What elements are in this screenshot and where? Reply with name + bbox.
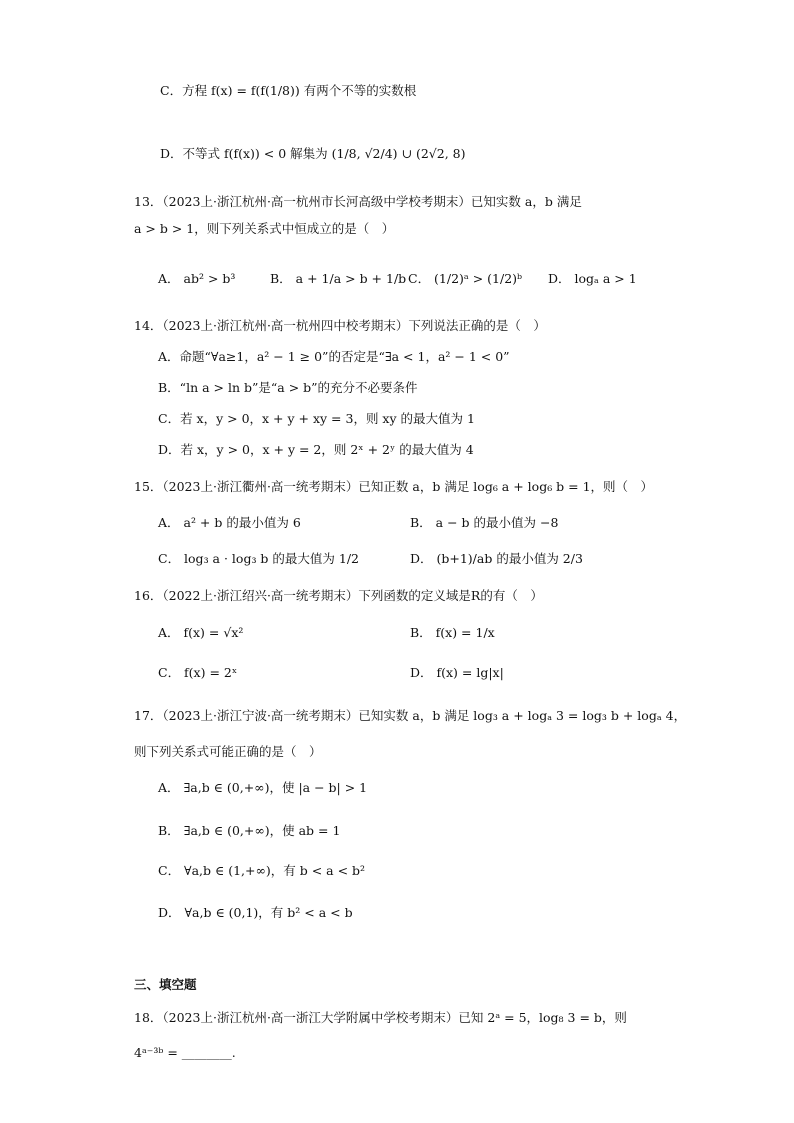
q15-option-d: D． (b+1)/ab 的最小值为 2/3	[410, 551, 583, 566]
q17-option-a: A． ∃a,b ∈ (0,+∞)，使 |a − b| > 1	[158, 780, 368, 795]
q13-option-c: C． (1/2)ᵃ > (1/2)ᵇ	[408, 271, 523, 286]
q12-option-c: C．方程 f(x) = f(f(1/8)) 有两个不等的实数根	[160, 83, 417, 98]
q13-option-a: A． ab² > b³	[158, 271, 236, 286]
q16-option-b: B． f(x) = 1/x	[410, 625, 495, 640]
q15-stem: 15．（2023上·浙江衢州·高一统考期末）已知正数 a，b 满足 log₆ a + log₆ b = 1，则（ ）	[134, 479, 654, 494]
q15-option-c: C． log₃ a · log₃ b 的最大值为 1/2	[158, 551, 359, 566]
q16-option-a: A． f(x) = √x²	[158, 625, 244, 640]
q17-option-d: D． ∀a,b ∈ (0,1)，有 b² < a < b	[158, 905, 353, 920]
q15-option-b: B． a − b 的最小值为 −8	[410, 515, 559, 530]
q13-stem-line1: 13．（2023上·浙江杭州·高一杭州市长河高级中学校考期末）已知实数 a，b 满足	[134, 194, 582, 209]
q15-option-a: A． a² + b 的最小值为 6	[158, 515, 301, 530]
q13-option-b: B． a + 1/a > b + 1/b	[270, 271, 407, 286]
q14-option-d: D．若 x，y > 0，x + y = 2，则 2ˣ + 2ʸ 的最大值为 4	[158, 442, 474, 457]
q17-stem-line2: 则下列关系式可能正确的是（ ）	[134, 744, 322, 759]
q16-stem: 16．（2022上·浙江绍兴·高一统考期末）下列函数的定义域是R的有（ ）	[134, 588, 543, 603]
q17-option-b: B． ∃a,b ∈ (0,+∞)，使 ab = 1	[158, 823, 341, 838]
q14-option-c: C．若 x，y > 0，x + y + xy = 3，则 xy 的最大值为 1	[158, 411, 475, 426]
q16-option-c: C． f(x) = 2ˣ	[158, 665, 238, 680]
section-heading-fill-in: 三、填空题	[134, 977, 197, 992]
q16-option-d: D． f(x) = lg|x|	[410, 665, 504, 680]
q13-stem-line2: a > b > 1，则下列关系式中恒成立的是（ ）	[134, 221, 395, 236]
q13-option-d: D． logₐ a > 1	[548, 271, 637, 286]
q12-option-d: D．不等式 f(f(x)) < 0 解集为 (1/8, √2/4) ∪ (2√2, 8)	[160, 146, 466, 161]
q14-option-b: B．“ln a > ln b”是“a > b”的充分不必要条件	[158, 380, 418, 395]
q18-answer-blank: 4ᵃ⁻³ᵇ = ________.	[134, 1045, 236, 1060]
q14-option-a: A．命题“∀a≥1，a² − 1 ≥ 0”的否定是“∃a < 1，a² − 1 < 0”	[158, 349, 510, 364]
q17-stem-line1: 17．（2023上·浙江宁波·高一统考期末）已知实数 a，b 满足 log₃ a + logₐ 3 = log₃ b + logₐ 4，	[134, 708, 687, 723]
q17-option-c: C． ∀a,b ∈ (1,+∞)，有 b < a < b²	[158, 863, 366, 878]
q18-stem: 18．（2023上·浙江杭州·高一浙江大学附属中学校考期末）已知 2ᵃ = 5，log₈ 3 = b，则	[134, 1010, 627, 1025]
q14-stem: 14．（2023上·浙江杭州·高一杭州四中校考期末）下列说法正确的是（ ）	[134, 318, 546, 333]
